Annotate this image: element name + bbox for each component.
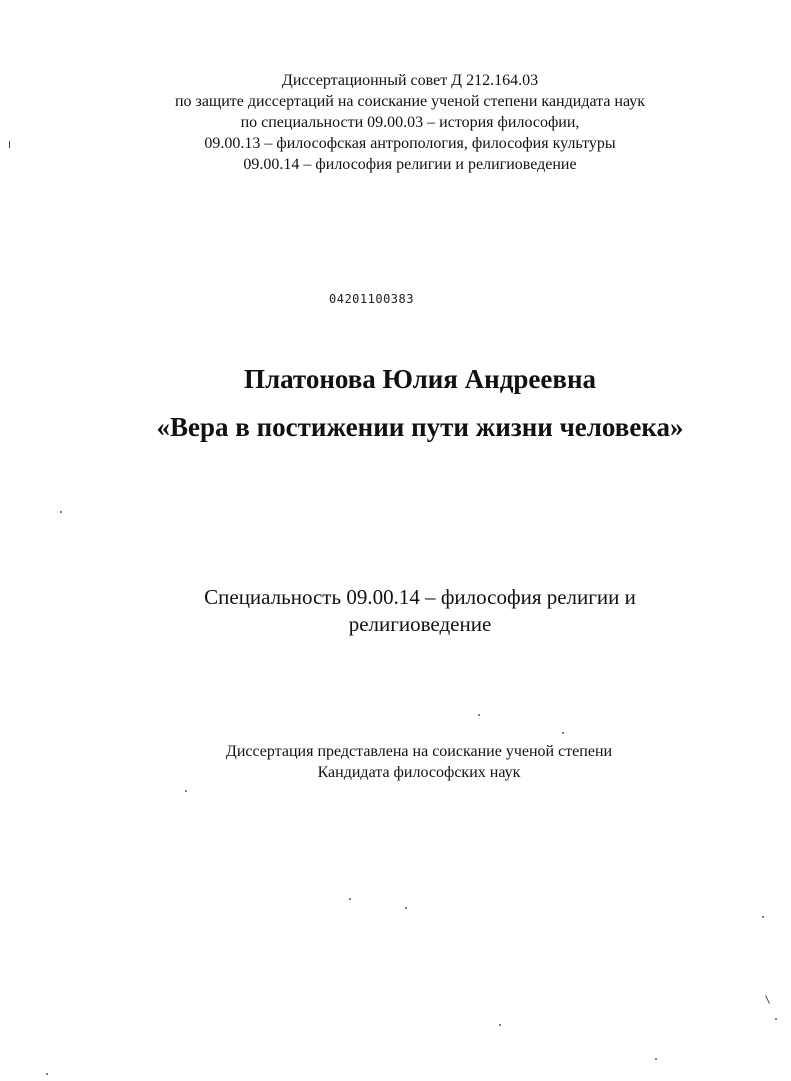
document-code: 04201100383 xyxy=(329,292,414,306)
degree-line-1: Диссертация представлена на соискание ученой степени xyxy=(225,743,613,760)
scan-speck xyxy=(478,714,480,716)
scan-mark xyxy=(765,995,770,1004)
scan-speck xyxy=(775,1018,777,1020)
dissertation-title: «Вера в постижении пути жизни человека» xyxy=(156,412,684,442)
council-line-1: Диссертационный совет Д 212.164.03 xyxy=(281,72,539,89)
specialty-statement xyxy=(0,584,791,638)
council-line-5: 09.00.14 – философия религии и религиоведение xyxy=(243,156,577,173)
author-name: Платонова Юлия Андреевна xyxy=(243,364,596,394)
dissertation-council-header xyxy=(0,70,791,175)
scan-speck xyxy=(499,1024,501,1026)
scan-speck xyxy=(349,898,351,900)
scan-speck xyxy=(762,916,764,918)
scan-speck xyxy=(655,1058,657,1060)
specialty-line-1: Специальность 09.00.14 – философия религии и xyxy=(204,585,636,609)
specialty-line-2: религиоведение xyxy=(348,612,492,636)
council-line-2: по защите диссертаций на соискание ученой степени кандидата наук xyxy=(174,93,646,110)
scan-speck xyxy=(562,732,564,734)
scan-speck xyxy=(405,907,407,909)
council-line-4: 09.00.13 – философская антропология, философия культуры xyxy=(204,135,616,152)
scan-speck xyxy=(185,790,187,792)
degree-statement xyxy=(0,741,791,783)
degree-line-2: Кандидата философских наук xyxy=(317,764,521,781)
scan-speck xyxy=(46,1073,48,1075)
scan-mark xyxy=(9,141,10,148)
council-line-3: по специальности 09.00.03 – история философии, xyxy=(240,114,580,131)
scan-speck xyxy=(60,511,62,513)
